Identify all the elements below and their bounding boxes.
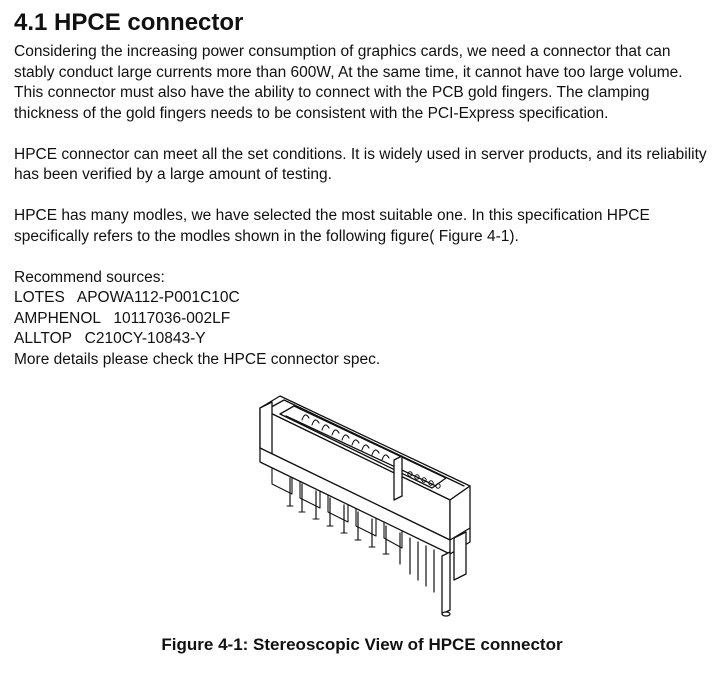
section-heading: 4.1 HPCE connector [14, 9, 244, 36]
paragraph-conditions: HPCE connector can meet all the set conditions. It is widely used in server products, and its reliability has been verified by a large amount of testing. [14, 145, 707, 183]
source-alltop: ALLTOP C210CY-10843-Y [14, 330, 206, 347]
connector-figure [250, 388, 480, 623]
paragraph-models: HPCE has many modles, we have selected the most suitable one. In this specification HPCE specifically refers to the modles shown in the following figure( Figure 4-1). [14, 207, 650, 245]
figure-caption: Figure 4-1: Stereoscopic View of HPCE connector [161, 635, 563, 654]
document-body [14, 8, 710, 370]
sources-note: More details please check the HPCE connector spec. [14, 350, 381, 368]
source-lotes: LOTES APOWA112-P001C10C [14, 289, 240, 306]
source-amphenol: AMPHENOL 10117036-002LF [14, 309, 231, 327]
sources-title: Recommend sources: [14, 268, 165, 286]
recommended-sources [14, 268, 710, 371]
paragraph-intro: Considering the increasing power consumption of graphics cards, we need a connector that can stably conduct large currents more than 600W, At the same time, it cannot have too large volume. This connector must also have the ability to connect with the PCB gold fingers. The clamping thickness of the gold fingers needs to be consistent with the PCI-Express specification. [14, 43, 683, 122]
hpce-connector-drawing [250, 388, 480, 623]
